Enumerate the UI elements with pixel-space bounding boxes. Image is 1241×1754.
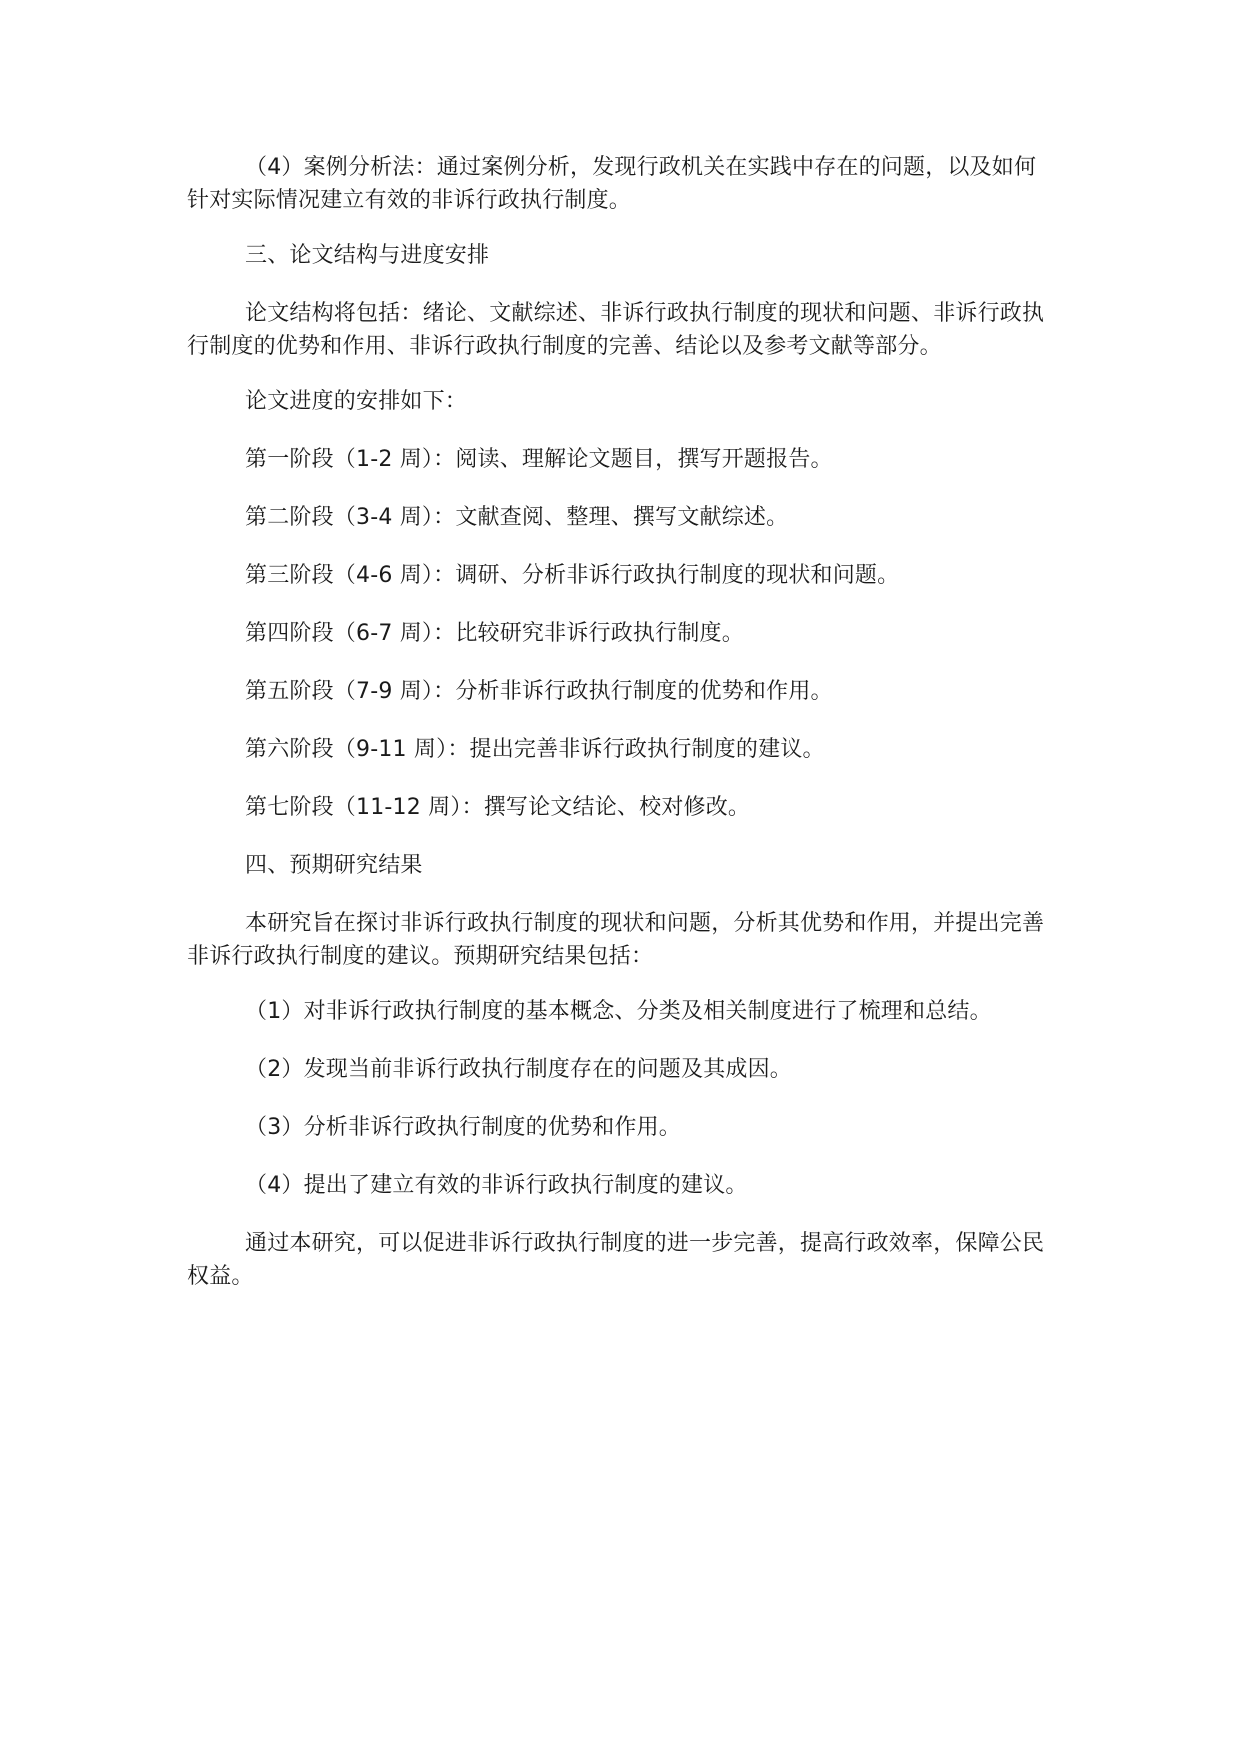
schedule-item-stage-4: 第四阶段（6-7 周）：比较研究非诉行政执行制度。 [245,621,744,646]
paragraph-conclusion: 通过本研究，可以促进非诉行政执行制度的进一步完善，提高行政效率，保障公民权益。 [187,1231,1045,1289]
document-body [187,151,1049,1315]
paragraph-schedule-intro: 论文进度的安排如下： [245,389,468,414]
result-item-2: （2）发现当前非诉行政执行制度存在的问题及其成因。 [245,1057,792,1082]
section-heading-structure-schedule: 三、论文结构与进度安排 [245,243,490,268]
result-item-1: （1）对非诉行政执行制度的基本概念、分类及相关制度进行了梳理和总结。 [245,999,992,1024]
schedule-item-stage-7: 第七阶段（11-12 周）：撰写论文结论、校对修改。 [245,795,751,820]
schedule-item-stage-3: 第三阶段（4-6 周）：调研、分析非诉行政执行制度的现状和问题。 [245,563,900,588]
paragraph-thesis-structure: 论文结构将包括：绪论、文献综述、非诉行政执行制度的现状和问题、非诉行政执行制度的优势和作用、非诉行政执行制度的完善、结论以及参考文献等部分。 [187,301,1045,359]
section-heading-expected-results: 四、预期研究结果 [245,853,423,878]
result-item-3: （3）分析非诉行政执行制度的优势和作用。 [245,1115,681,1140]
paragraph-method-case-analysis: （4）案例分析法：通过案例分析，发现行政机关在实践中存在的问题，以及如何针对实际情况建立有效的非诉行政执行制度。 [187,155,1037,213]
schedule-item-stage-1: 第一阶段（1-2 周）：阅读、理解论文题目，撰写开题报告。 [245,447,833,472]
result-item-4: （4）提出了建立有效的非诉行政执行制度的建议。 [245,1173,748,1198]
schedule-item-stage-6: 第六阶段（9-11 周）：提出完善非诉行政执行制度的建议。 [245,737,825,762]
schedule-item-stage-2: 第二阶段（3-4 周）：文献查阅、整理、撰写文献综述。 [245,505,789,530]
paragraph-research-aim: 本研究旨在探讨非诉行政执行制度的现状和问题，分析其优势和作用，并提出完善非诉行政执行制度的建议。预期研究结果包括： [187,911,1045,969]
schedule-item-stage-5: 第五阶段（7-9 周）：分析非诉行政执行制度的优势和作用。 [245,679,833,704]
